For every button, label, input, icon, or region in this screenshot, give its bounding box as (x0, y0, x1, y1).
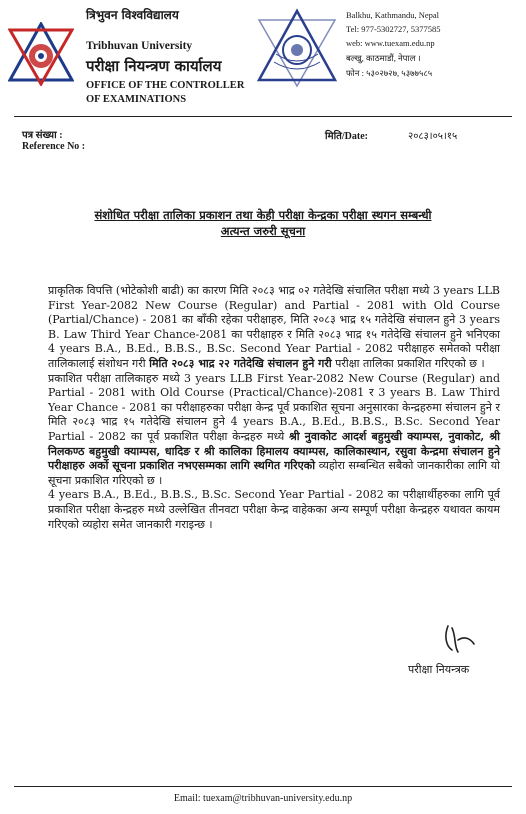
paragraph-1-bold: मिति २०८३ भाद्र २२ गतेदेखि संचालन हुने गरी (149, 356, 332, 370)
date-value: २०८३।०५।१५ (408, 131, 458, 142)
office-name-english-line1: OFFICE OF THE CONTROLLER (86, 80, 245, 91)
university-name-devanagari: त्रिभुवन विश्वविद्यालय (86, 8, 179, 22)
paragraph-2-bold: श्री नुवाकोट आदर्श बहुमुखी क्याम्पस, नुवाकोट, श्री निलकण्ठ बहुमुखी क्याम्पस, धादिङ र श्री कालिका हिमालय क्याम्पस, कालिकास्थान, रसुवा केन्द्रमा संचालन हुने परीक्षाहरु अर्को सूचना प्रकाशित नभएसम्मका लागि स्थगित गरिएको (48, 429, 500, 473)
signature-mark (440, 622, 480, 656)
paragraph-2 (48, 372, 500, 489)
paragraph-3: 4 years B.A., B.Ed., B.B.S., B.Sc. Second Year Partial - 2082 का परीक्षार्थीहरुका लागि पूर्व प्रकाशित परीक्षा केन्द्रहरु मध्ये उल्लेखित तीनवटा परीक्षा केन्द्र वाहेकका अन्य सम्पूर्ण परीक्षा केन्द्रहरु यथावत कायम गरिएको व्यहोरा समेत जानकारी गराइन्छ । (48, 488, 500, 531)
footer-divider (14, 786, 512, 787)
office-name-devanagari: परीक्षा नियन्त्रण कार्यालय (86, 57, 222, 75)
paragraph-1-text-a: प्राकृतिक विपत्ति (भोटेकोशी बाढी) का कारण मिति २०८३ भाद्र ०२ गतेदेखि संचालित परीक्षा मध्ये 3 years LLB First Year-2082 New Course (Regular) and Partial - 2081 with Old Course (Partial/Chance) - 2081 का बाँकी रहेका परीक्षाहरु, मिति २०८३ भाद्र १५ गतेदेखि संचालन हुने 3 years B. Law Third Year Chance-2081 का परीक्षाहरु र मिति २०८३ भाद्र १५ गतेदेखि संचालन हुने भनिएका 4 years B.A., B.Ed., B.B.S., B.Sc. Second Year Partial - 2082 परीक्षाहरु समेतको परीक्षा तालिकालाई संशोधन गरी (48, 284, 500, 370)
university-name-english: Tribhuvan University (86, 40, 193, 52)
letter-number-label: पत्र संख्या : (22, 130, 63, 141)
footer-email: Email: tuexam@tribhuvan-university.edu.np (173, 793, 353, 804)
notice-body (48, 284, 500, 532)
office-name-english-line2: OF EXAMINATIONS (86, 94, 187, 105)
contact-tel: Tel: 977-5302727, 5377585 (346, 24, 441, 34)
office-seal-icon (256, 8, 338, 90)
contact-web: web: www.tuexam.edu.np (346, 38, 435, 48)
tu-logo (8, 22, 74, 86)
contact-address: Balkhu, Kathmandu, Nepal (346, 10, 440, 20)
reference-number-label: Reference No : (22, 141, 86, 152)
date-label: मिति/Date: (325, 131, 368, 142)
notice-title-line1 (0, 208, 526, 223)
paragraph-1 (48, 284, 500, 372)
signer-title: परीक्षा नियन्त्रक (408, 663, 470, 676)
notice-subtitle-text: अत्यन्त जरुरी सूचना (220, 224, 306, 238)
notice-title-line2 (0, 224, 526, 239)
notice-title-text: संशोधित परीक्षा तालिका प्रकाशन तथा केही परीक्षा केन्द्रका परीक्षा स्थगन सम्बन्धी (94, 208, 432, 222)
paragraph-2-text-b: व्यहोरा सम्बन्धित सबैको जानकारीका लागि यो सूचना प्रकाशित गरिएको छ । (48, 459, 500, 487)
contact-phone-devanagari: फोन : ५३०२७२७, ५३७७५८५ (346, 68, 433, 78)
paragraph-1-text-b: परीक्षा तालिका प्रकाशित गरिएको छ । (331, 356, 485, 370)
contact-address-devanagari: बल्खु, काठमाडौं, नेपाल । (346, 53, 421, 63)
header-divider (14, 116, 512, 117)
paragraph-2-text-a: प्रकाशित परीक्षा तालिकाहरु मध्ये 3 years LLB First Year-2082 New Course (Regular) and Partial - 2081 with Old Course (Practical/Chance)-2081 र 3 years B. Law Third Year Chance - 2081 का परीक्षाहरुका परीक्षा केन्द्र पूर्व प्रकाशित सूचना अनुसारका केन्द्रहरुमा संचालन हुने र मिति २०८३ भाद्र १५ गतेदेखि संचालन हुने 4 years B.A., B.Ed., B.B.S., B.Sc. Second Year Partial - 2082 का पूर्व प्रकाशित परीक्षा केन्द्रहरु मध्ये (48, 371, 500, 443)
